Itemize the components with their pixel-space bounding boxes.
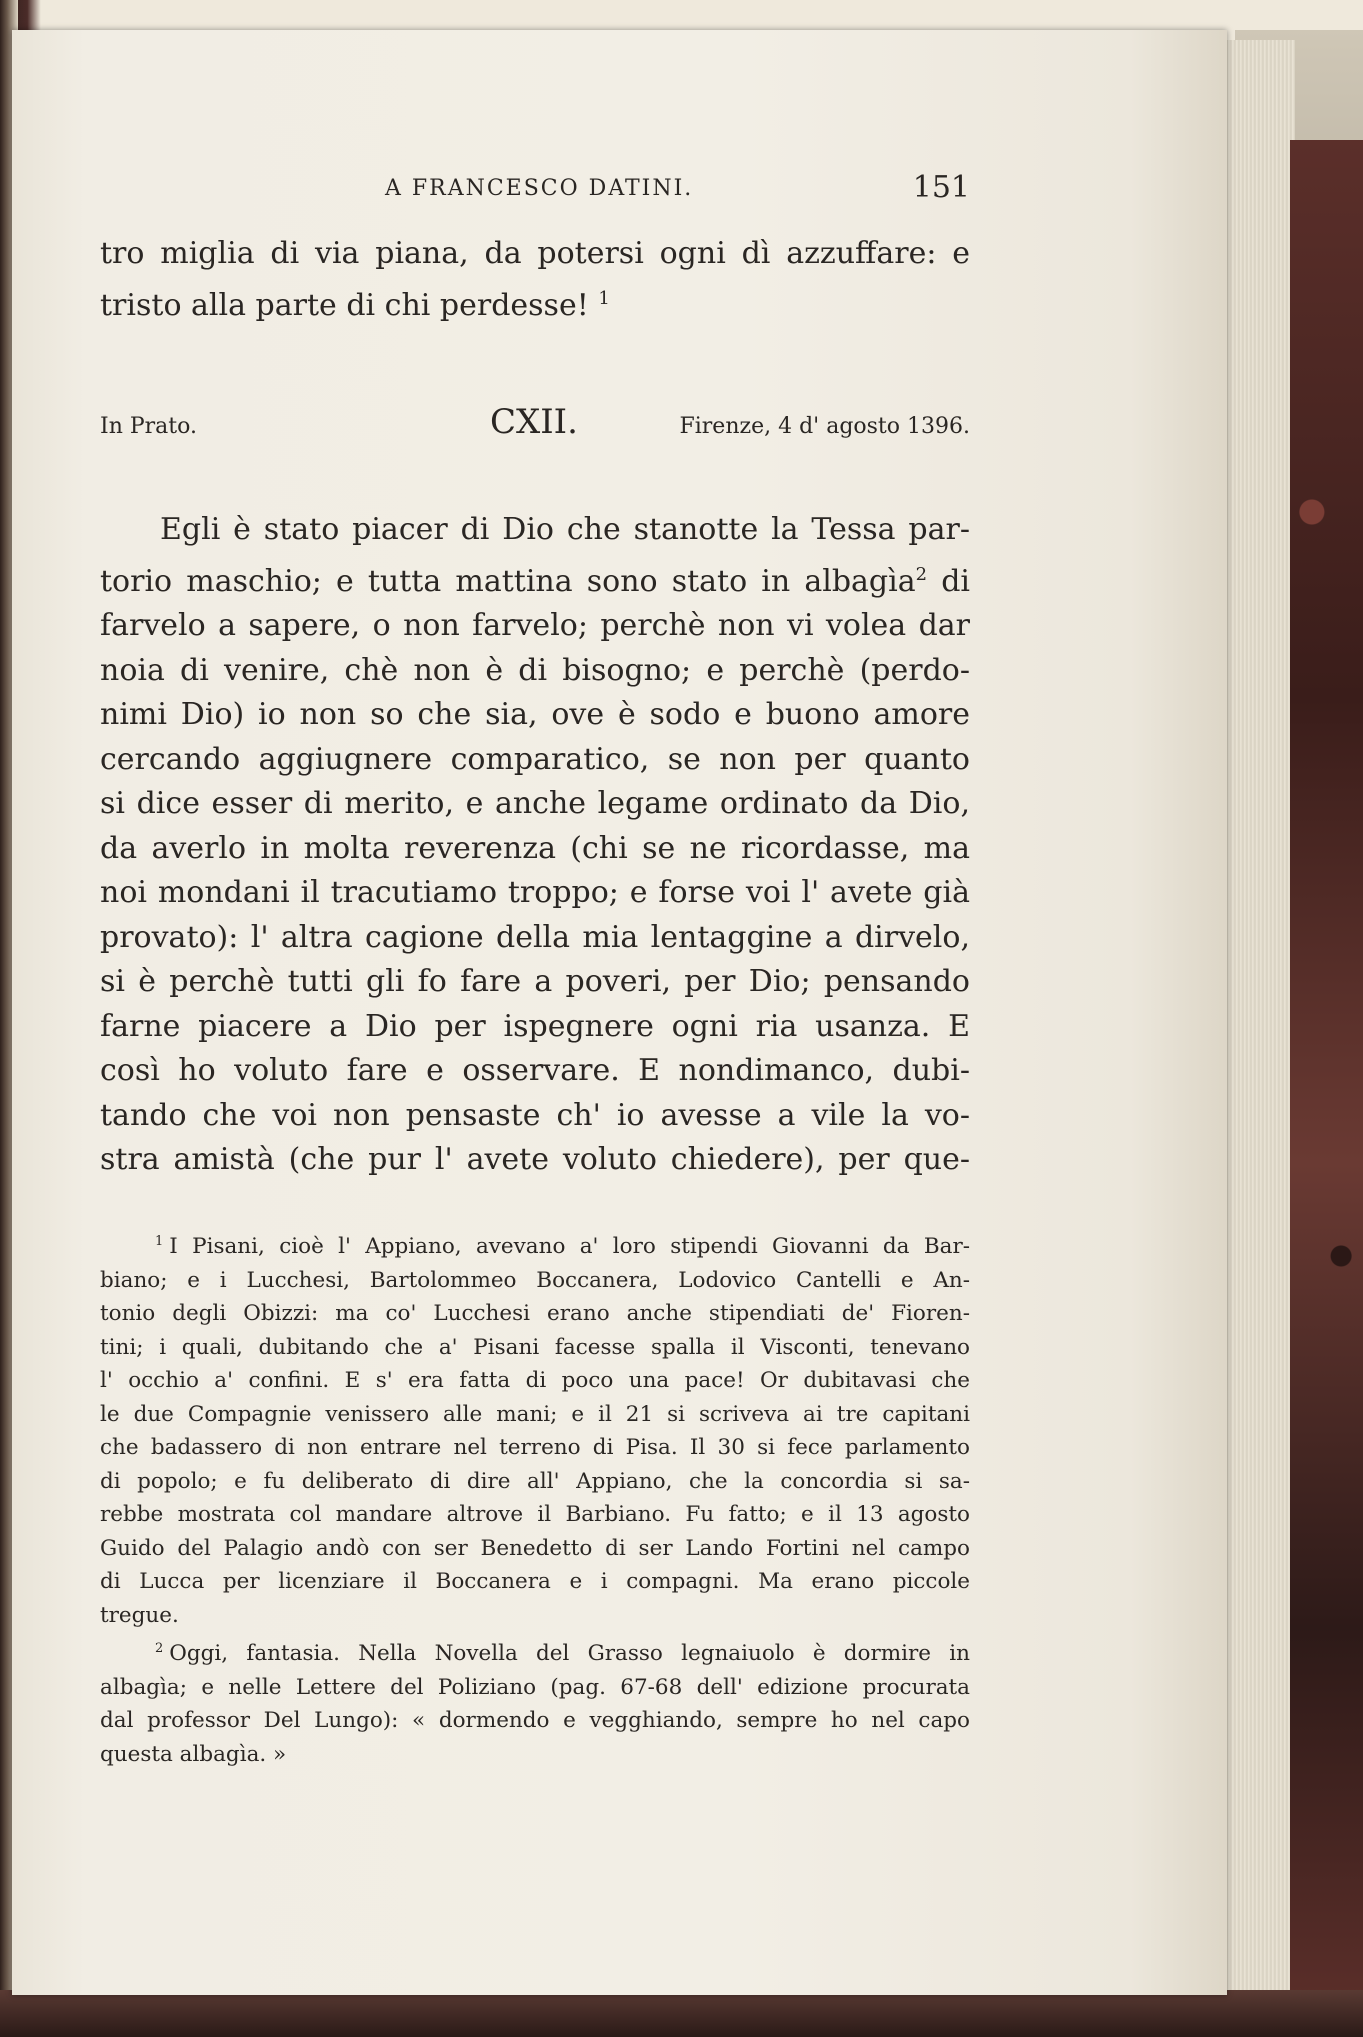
footnote-line: tonio degli Obizzi: ma co' Lucchesi erano anche stipendiati de' Fioren-: [100, 1301, 970, 1327]
text-line: così ho voluto fare e osservare. E nondimanco, dubi-: [100, 1053, 970, 1088]
running-head: [100, 170, 970, 210]
text-line: noi mondani il tracutiamo troppo; e forse voi l' avete già: [100, 875, 970, 910]
footnote-2: [100, 1632, 970, 1771]
footnote-line-content: Oggi, fantasia. Nella Novella del Grasso legnaiuolo è dormire in: [169, 1641, 970, 1667]
text-line: [100, 277, 970, 329]
footnote-line: albagìa; e nelle Lettere del Poliziano (pag. 67-68 dell' edizione procurata: [100, 1674, 970, 1700]
text-line: si è perchè tutti gli fo fare a poveri, per Dio; pensando: [100, 964, 970, 999]
footnote-line: le due Compagnie venissero alle mani; e il 21 si scriveva ai tre capitani: [100, 1401, 970, 1427]
footnote-line: biano; e i Lucchesi, Bartolommeo Boccanera, Lodovico Cantelli e An-: [100, 1267, 970, 1293]
letter-body: [100, 508, 970, 1183]
page-block-edge: [1225, 40, 1295, 2000]
footnote-mark: 2: [155, 1641, 164, 1657]
footnote-line: l' occhio a' confini. E s' era fatta di poco una pace! Or dubitavasi che: [100, 1368, 970, 1394]
text-line: nimi Dio) io non so che sia, ove è sodo e buono amore: [100, 697, 970, 732]
text-line: si dice esser di merito, e anche legame ordinato da Dio,: [100, 786, 970, 821]
footnote-line: [100, 1225, 970, 1264]
footnotes: [100, 1225, 970, 1771]
footnote-mark: 1: [155, 1234, 164, 1249]
page-number: 151: [912, 170, 970, 205]
text-line: cercando aggiugnere comparatico, se non per quanto: [100, 741, 970, 777]
text-line: [100, 553, 970, 605]
letter-place: In Prato.: [100, 414, 197, 439]
footnote-line: tregue.: [100, 1602, 179, 1628]
footnote-line: Guido del Palagio andò con ser Benedetto di ser Lando Fortini nel campo: [100, 1535, 970, 1561]
footnote-line: di popolo; e fu deliberato di dire all' Appiano, che la concordia si sa-: [100, 1468, 970, 1494]
footnote-line: questa albagìa. »: [100, 1741, 287, 1767]
continuation-text: [100, 232, 970, 328]
footnote-reference: 1: [598, 287, 610, 309]
text-line: provato): l' altra cagione della mia lentaggine a dirvelo,: [100, 919, 970, 955]
text-line: farvelo a sapere, o non farvelo; perchè non vi volea dar: [100, 608, 970, 643]
bottom-cover-edge: [0, 1990, 1363, 2037]
text-line: farne piacere a Dio per ispegnere ogni ria usanza. E: [100, 1008, 970, 1044]
footnote-line: [100, 1632, 970, 1671]
text-line-content: torio maschio; e tutta mattina sono stato in albagìa: [100, 563, 916, 599]
text-line: stra amistà (che pur l' avete voluto chiedere), per que-: [100, 1142, 970, 1177]
footnote-line: dal professor Del Lungo): « dormendo e vegghiando, sempre ho nel capo: [100, 1708, 970, 1734]
text-line: tro miglia di via piana, da potersi ogni dì azzuffare: e: [100, 236, 970, 271]
footnote-1: [100, 1225, 970, 1632]
text-line: tando che voi non pensaste ch' io avesse a vile la vo-: [100, 1097, 970, 1133]
text-line-tail: di: [941, 563, 970, 599]
footnote-line: tini; i quali, dubitando che a' Pisani facesse spalla il Visconti, tenevano: [100, 1334, 970, 1360]
text-line: da averlo in molta reverenza (chi se ne ricordasse, ma: [100, 830, 970, 866]
letter-number: CXII.: [490, 402, 578, 442]
text-line-content: tristo alla parte di chi perdesse!: [100, 287, 589, 323]
text-line: noia di venire, chè non è di bisogno; e perchè (perdo-: [100, 652, 970, 688]
footnote-line: che badassero di non entrare nel terreno di Pisa. Il 30 si fece parlamento: [100, 1435, 970, 1461]
marbled-cover-edge: [1290, 140, 1363, 2000]
text-line: Egli è stato piacer di Dio che stanotte la Tessa par-: [160, 512, 970, 547]
footnote-reference: 2: [915, 563, 928, 585]
running-title: A FRANCESCO DATINI.: [385, 176, 694, 201]
letter-date: Firenze, 4 d' agosto 1396.: [679, 414, 970, 439]
footnote-line: rebbe mostrata col mandare altrove il Barbiano. Fu fatto; e il 13 agosto: [100, 1502, 970, 1528]
footnote-line: di Lucca per licenziare il Boccanera e i compagni. Ma erano piccole: [100, 1569, 970, 1595]
footnote-line-content: I Pisani, cioè l' Appiano, avevano a' loro stipendi Giovanni da Bar-: [169, 1234, 970, 1260]
letter-header: [100, 402, 970, 452]
